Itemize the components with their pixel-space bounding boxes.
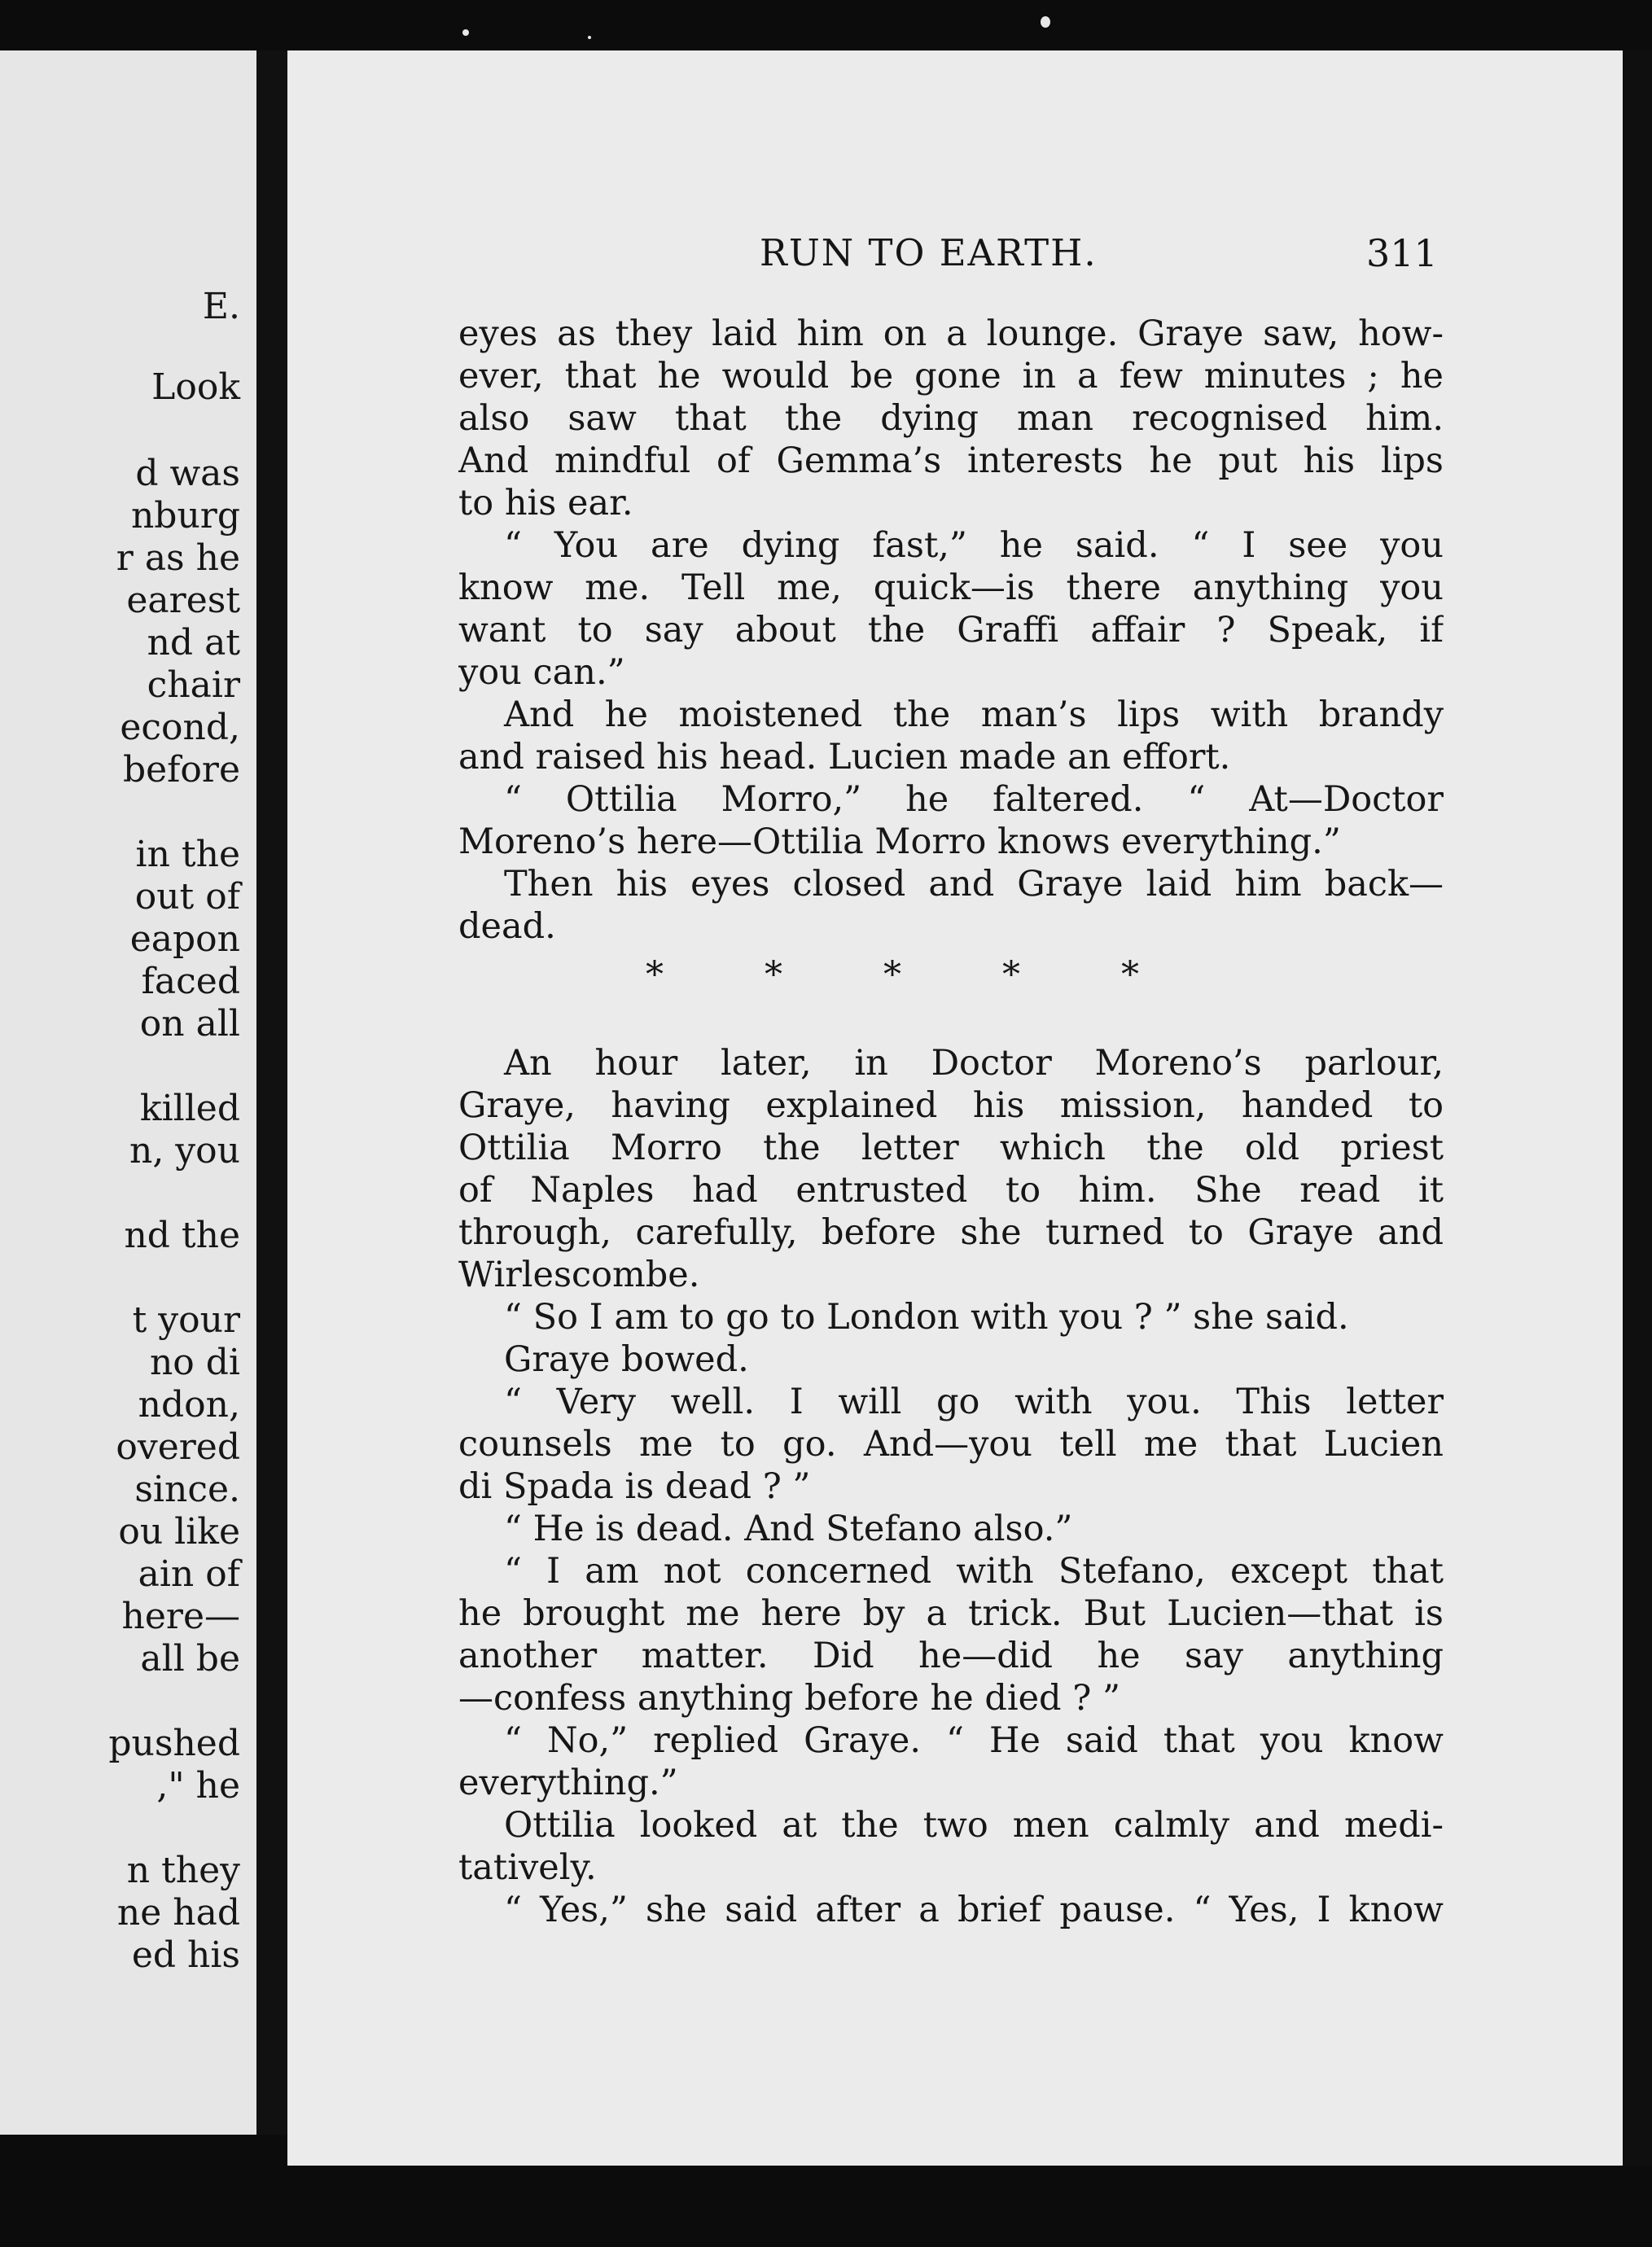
text-line: know me. Tell me, quick—is there anything you (458, 567, 1444, 608)
left-page-line: on all (139, 1003, 240, 1045)
text-line: “ Yes,” she said after a brief pause. “ Yes, I know (504, 1890, 1444, 1930)
dust-speck (1041, 16, 1050, 28)
text-line: counsels me to go. And—you tell me that Lucien (458, 1424, 1444, 1465)
text-line: through, carefully, before she turned to Graye and (458, 1212, 1444, 1253)
left-page-line: eapon (129, 918, 240, 960)
text-line: Ottilia Morro the letter which the old priest (458, 1128, 1444, 1168)
text-line: dead. (458, 906, 556, 947)
text-line: “ You are dying fast,” he said. “ I see you (504, 525, 1444, 566)
text-line: And he moistened the man’s lips with brandy (504, 694, 1444, 735)
left-page-line: ndon, (138, 1384, 240, 1426)
book-gutter (256, 50, 287, 2135)
text-line: Graye, having explained his mission, handed to (458, 1085, 1444, 1126)
page-number: 311 (1366, 231, 1438, 275)
left-page-line: ," he (156, 1765, 240, 1807)
left-page-line: earest (126, 580, 240, 621)
left-page-line: out of (134, 876, 240, 918)
left-page-line: in the (135, 834, 240, 875)
left-page-line: nd the (124, 1215, 240, 1256)
left-page-line: overed (116, 1426, 240, 1468)
left-page-line: ed his (131, 1934, 240, 1976)
text-line: Ottilia looked at the two men calmly and medi- (504, 1805, 1444, 1846)
left-page-line: nd at (147, 622, 240, 664)
left-page-line: nburg (130, 495, 240, 537)
left-page-line: all be (140, 1638, 240, 1680)
text-line: he brought me here by a trick. But Lucien—that is (458, 1593, 1444, 1634)
left-page-line: ne had (116, 1892, 240, 1934)
left-page-line: n they (126, 1850, 240, 1891)
left-page-line: killed (139, 1088, 240, 1129)
text-line: “ So I am to go to London with you ? ” she said. (504, 1297, 1349, 1338)
text-line: want to say about the Graffi affair ? Speak, if (458, 610, 1444, 650)
left-page-line: t your (132, 1299, 240, 1341)
body-text (458, 313, 1444, 1931)
dust-speck (588, 36, 591, 39)
page-edge-shadow (1623, 50, 1652, 2166)
running-title: RUN TO EARTH. (760, 231, 1098, 274)
text-line: Moreno’s here—Ottilia Morro knows everything.” (458, 821, 1341, 862)
left-page-line: faced (141, 961, 240, 1002)
left-page-line: Look (151, 366, 240, 408)
left-page-line: ain of (138, 1553, 240, 1595)
dust-speck (462, 29, 469, 36)
text-line: An hour later, in Doctor Moreno’s parlour, (504, 1043, 1444, 1084)
text-line: “ Ottilia Morro,” he faltered. “ At—Doctor (504, 779, 1444, 820)
left-page-line: E. (202, 286, 240, 327)
left-page-line: r as he (116, 537, 240, 579)
text-line: Graye bowed. (504, 1339, 749, 1380)
text-line: tatively. (458, 1847, 597, 1888)
right-page (287, 50, 1623, 2166)
left-page-line: n, you (129, 1130, 240, 1172)
text-line: another matter. Did he—did he say anything (458, 1636, 1444, 1676)
text-line: Then his eyes closed and Graye laid him back— (504, 864, 1444, 904)
text-line: you can.” (458, 652, 625, 693)
section-break-asterisks: * * * * * (646, 954, 1139, 996)
bottom-shadow (0, 2166, 1652, 2247)
text-line: “ I am not concerned with Stefano, except that (504, 1551, 1444, 1592)
left-page-line: since. (134, 1469, 240, 1510)
left-page-line: econd, (120, 707, 240, 748)
text-line: di Spada is dead ? ” (458, 1466, 811, 1507)
left-page-line: here— (121, 1596, 240, 1637)
text-line: And mindful of Gemma’s interests he put his lips (458, 440, 1444, 481)
text-line: of Naples had entrusted to him. She read it (458, 1170, 1444, 1211)
text-line: everything.” (458, 1763, 678, 1803)
left-page-line: no di (149, 1342, 240, 1383)
text-line: ever, that he would be gone in a few minutes ; he (458, 356, 1444, 396)
left-page-line: d was (135, 453, 240, 494)
text-line: and raised his head. Lucien made an effort. (458, 737, 1231, 777)
left-page-line: pushed (108, 1723, 240, 1764)
text-line: “ Very well. I will go with you. This letter (504, 1382, 1444, 1422)
section-gap (458, 996, 1444, 1042)
text-line: eyes as they laid him on a lounge. Graye saw, how- (458, 313, 1444, 354)
text-line: to his ear. (458, 483, 633, 523)
left-page-fragment (0, 50, 256, 2135)
text-line: also saw that the dying man recognised him. (458, 398, 1444, 439)
text-line: “ He is dead. And Stefano also.” (504, 1509, 1073, 1549)
left-page-line: before (122, 749, 240, 791)
left-page-line: ou like (118, 1511, 240, 1553)
left-page-line: chair (147, 664, 240, 706)
running-head (287, 231, 1623, 288)
text-line: “ No,” replied Graye. “ He said that you know (504, 1720, 1444, 1761)
text-line: —confess anything before he died ? ” (458, 1678, 1120, 1719)
text-line: Wirlescombe. (458, 1255, 700, 1295)
